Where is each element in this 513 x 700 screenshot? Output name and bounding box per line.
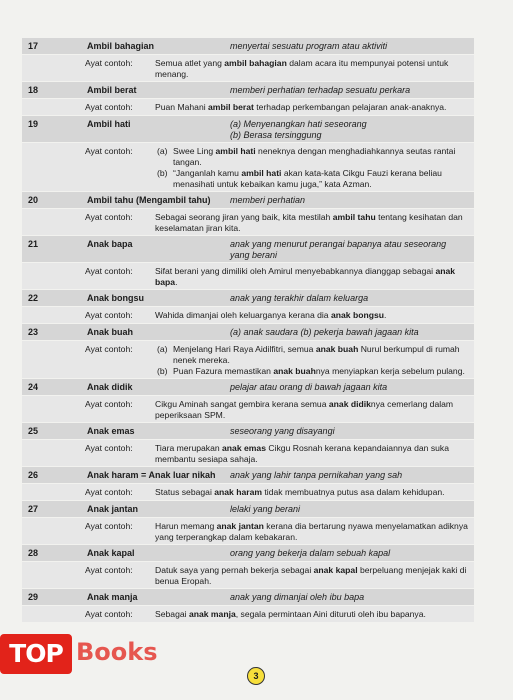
meaning-line: menyertai sesuatu program atau aktiviti [230, 41, 388, 51]
meaning-line: anak yang menurut perangai bapanya atau seseorang [230, 239, 447, 249]
example-label: Ayat contoh: [85, 521, 133, 531]
page-number: 3 [247, 667, 265, 685]
example-marker: (a) [157, 146, 168, 156]
entry-number: 18 [28, 85, 39, 95]
example-marker: (b) [157, 366, 168, 376]
meaning-line: anak yang dimanjai oleh ibu bapa [230, 592, 365, 602]
example-label: Ayat contoh: [85, 399, 133, 409]
example-marker: (a) [157, 344, 168, 354]
entry-example-row [22, 518, 474, 545]
example-sentence: (a) Menjelang Hari Raya Aidilfitri, semua anak buah Nurul berkumpul di rumah nenek mereka. [157, 344, 460, 365]
entry-example-row [22, 307, 474, 324]
entry-term: Anak haram = Anak luar nikah [87, 470, 216, 480]
entry-number: 17 [28, 41, 39, 51]
entry-number: 22 [28, 293, 39, 303]
entry-term: Anak didik [87, 382, 133, 392]
example-text [155, 266, 473, 288]
entry-meaning [230, 195, 474, 206]
entry-header-row [22, 116, 474, 143]
entry-number: 26 [28, 470, 39, 480]
example-sentence: (b) “Janganlah kamu ambil hati akan kata-kata Cikgu Fauzi kerana beliau menasihati untuk kebaikan kamu juga,” kata Azman. [157, 168, 442, 189]
entry-header-row [22, 290, 474, 307]
example-sentence: Status sebagai anak haram tidak membuatnya putus asa dalam kehidupan. [155, 487, 445, 497]
meaning-line: (a) Menyenangkan hati seseorang [230, 119, 367, 129]
entry-header-row [22, 545, 474, 562]
entry-term: Ambil hati [87, 119, 131, 129]
entry-number: 23 [28, 327, 39, 337]
entry-header-row [22, 192, 474, 209]
example-label: Ayat contoh: [85, 609, 133, 619]
meaning-line: memberi perhatian terhadap sesuatu perkara [230, 85, 411, 95]
example-label: Ayat contoh: [85, 565, 133, 575]
example-label: Ayat contoh: [85, 487, 133, 497]
example-text [155, 310, 473, 321]
example-text [155, 521, 473, 543]
entry-number: 29 [28, 592, 39, 602]
example-label: Ayat contoh: [85, 58, 133, 68]
entry-meaning [230, 382, 474, 393]
entry-term: Ambil berat [87, 85, 137, 95]
entry-term: Ambil tahu (Mengambil tahu) [87, 195, 211, 205]
example-text [157, 344, 473, 377]
entry-example-row [22, 263, 474, 290]
example-label: Ayat contoh: [85, 310, 133, 320]
example-sentence: (b) Puan Fazura memastikan anak buahnya menyiapkan kerja sebelum pulang. [157, 366, 465, 376]
entry-term: Anak emas [87, 426, 135, 436]
entry-header-row [22, 82, 474, 99]
entry-header-row [22, 236, 474, 263]
example-sentence: Cikgu Aminah sangat gembira kerana semua anak didiknya cemerlang dalam peperiksaan SPM. [155, 399, 454, 420]
entry-header-row [22, 501, 474, 518]
example-sentence: Tiara merupakan anak emas Cikgu Rosnah kerana kepandaiannya dan suka membantu sesiapa sahaja. [155, 443, 449, 464]
example-sentence: Puan Mahani ambil berat terhadap perkembangan pelajaran anak-anaknya. [155, 102, 447, 112]
example-text [157, 146, 473, 190]
entry-example-row [22, 562, 474, 589]
example-sentence: Harun memang anak jantan kerana dia bertarung nyawa menyelamatkan adiknya yang terperangkap dalam kebakaran. [155, 521, 468, 542]
example-text [155, 443, 473, 465]
example-text [155, 609, 473, 620]
entry-example-row [22, 440, 474, 467]
entry-example-row [22, 143, 474, 192]
example-text [155, 565, 473, 587]
example-sentence: Sifat berani yang dimiliki oleh Amirul menyebabkannya dianggap sebagai anak bapa. [155, 266, 456, 287]
example-text [155, 487, 473, 498]
example-text [155, 399, 473, 421]
entry-meaning [230, 41, 474, 52]
meaning-line: anak yang lahir tanpa pernikahan yang sah [230, 470, 403, 480]
entry-meaning [230, 548, 474, 559]
entry-meaning [230, 470, 474, 481]
example-label: Ayat contoh: [85, 344, 133, 354]
entry-header-row [22, 423, 474, 440]
entry-header-row [22, 467, 474, 484]
entry-header-row [22, 589, 474, 606]
meaning-line: pelajar atau orang di bawah jagaan kita [230, 382, 388, 392]
entry-example-row [22, 606, 474, 623]
entry-example-row [22, 484, 474, 501]
entry-meaning [230, 239, 474, 261]
logo-books: Books [76, 638, 158, 666]
example-label: Ayat contoh: [85, 266, 133, 276]
meaning-line: lelaki yang berani [230, 504, 301, 514]
example-sentence: (a) Swee Ling ambil hati neneknya dengan menghadiahkannya seutas rantai tangan. [157, 146, 456, 167]
entry-header-row [22, 379, 474, 396]
entry-meaning [230, 327, 474, 338]
example-label: Ayat contoh: [85, 102, 133, 112]
entry-term: Ambil bahagian [87, 41, 155, 51]
entry-example-row [22, 99, 474, 116]
entry-number: 27 [28, 504, 39, 514]
entry-term: Anak jantan [87, 504, 139, 514]
entry-term: Anak bongsu [87, 293, 145, 303]
example-sentence: Wahida dimanjai oleh keluarganya kerana dia anak bongsu. [155, 310, 387, 320]
meaning-line: anak yang terakhir dalam keluarga [230, 293, 369, 303]
entry-term: Anak bapa [87, 239, 133, 249]
meaning-line: yang berani [230, 250, 278, 260]
entry-meaning [230, 119, 474, 141]
entry-example-row [22, 55, 474, 82]
entry-term: Anak kapal [87, 548, 135, 558]
meaning-line: memberi perhatian [230, 195, 306, 205]
example-sentence: Semua atlet yang ambil bahagian dalam acara itu mempunyai potensi untuk menang. [155, 58, 449, 79]
entry-number: 20 [28, 195, 39, 205]
example-text [155, 212, 473, 234]
entry-number: 28 [28, 548, 39, 558]
entry-number: 25 [28, 426, 39, 436]
meaning-line: seseorang yang disayangi [230, 426, 335, 436]
meaning-line: (b) Berasa tersinggung [230, 130, 322, 140]
entry-example-row [22, 209, 474, 236]
example-label: Ayat contoh: [85, 212, 133, 222]
example-sentence: Sebagai anak manja, segala permintaan Aini dituruti oleh ibu bapanya. [155, 609, 426, 619]
entry-meaning [230, 426, 474, 437]
entry-number: 24 [28, 382, 39, 392]
entry-example-row [22, 396, 474, 423]
example-marker: (b) [157, 168, 168, 178]
logo-top: TOP [0, 634, 72, 674]
meaning-line: (a) anak saudara (b) pekerja bawah jagaan kita [230, 327, 419, 337]
entry-meaning [230, 504, 474, 515]
example-text [155, 58, 473, 80]
entry-number: 19 [28, 119, 39, 129]
entry-number: 21 [28, 239, 39, 249]
entry-meaning [230, 85, 474, 96]
example-label: Ayat contoh: [85, 443, 133, 453]
entry-term: Anak buah [87, 327, 134, 337]
idiom-table [22, 38, 474, 623]
entry-header-row [22, 38, 474, 55]
meaning-line: orang yang bekerja dalam sebuah kapal [230, 548, 391, 558]
entry-header-row [22, 324, 474, 341]
example-sentence: Datuk saya yang pernah bekerja sebagai anak kapal berpeluang menjejak kaki di benua Eropah. [155, 565, 467, 586]
entry-example-row [22, 341, 474, 379]
example-text [155, 102, 473, 113]
example-sentence: Sebagai seorang jiran yang baik, kita mestilah ambil tahu tentang kesihatan dan keselamatan jiran kita. [155, 212, 463, 233]
entry-term: Anak manja [87, 592, 138, 602]
entry-meaning [230, 293, 474, 304]
topbooks-watermark [0, 634, 190, 676]
example-label: Ayat contoh: [85, 146, 133, 156]
entry-meaning [230, 592, 474, 603]
